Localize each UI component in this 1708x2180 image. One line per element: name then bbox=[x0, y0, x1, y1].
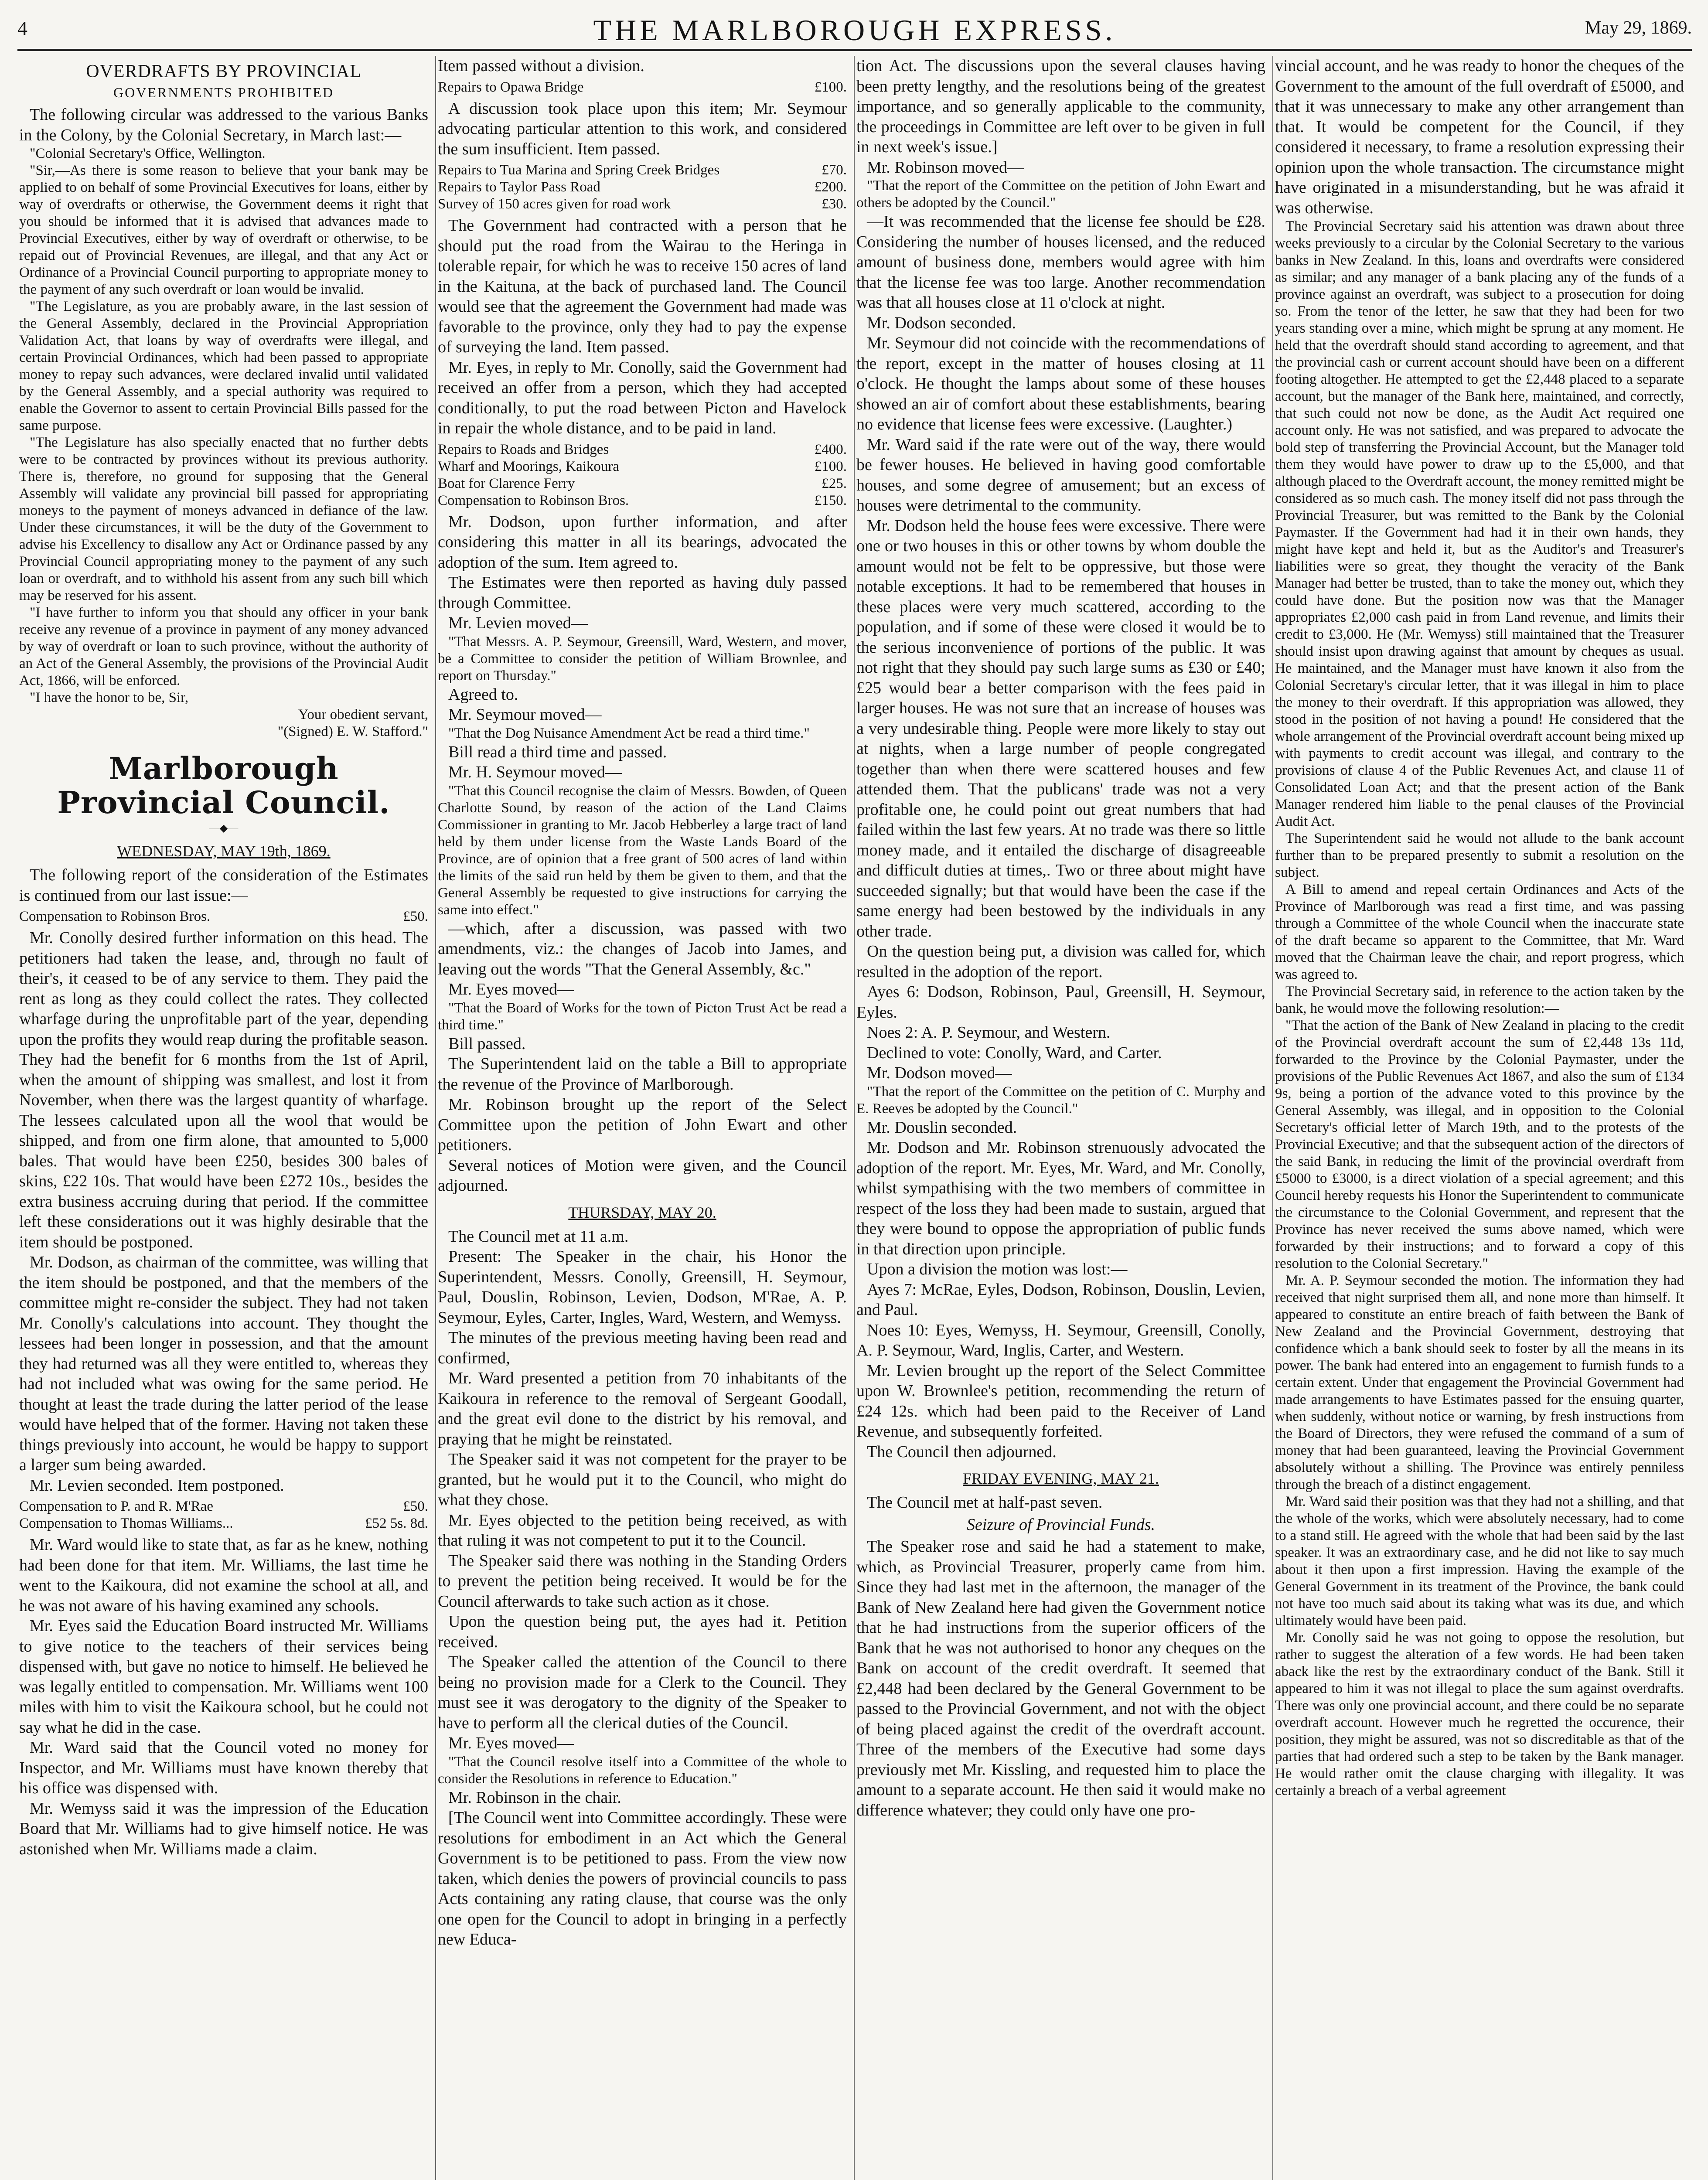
paragraph: Mr. Eyes said the Education Board instructed Mr. Williams to give notice to the teachers of their services being dispensed with, but gave no notice to himself. He believed he was legally entitled to compensation. Mr. Williams went 100 miles with him to visit the Kaikoura school, but he could not say what he did in the case. bbox=[19, 1617, 428, 1737]
paragraph: Mr. Levien moved— bbox=[448, 614, 588, 632]
paragraph: Mr. Conolly said he was not going to oppose the resolution, but rather to suggest the alteration of a few words. He had been taken aback like the rest by the extraordinary conduct of the Bank. Still it appeared to him it was not illegal to place the sum against overdrafts. There was only one provincial account, and there could be no separate overdraft account. However much he regretted the occurence, their position, they might be assured, was not so discreditable as that of the parties that had ordered such a step to be taken by the Bank manager. He would rather omit the clause charging with illegality. It was certainly a breach of a verbal agreement bbox=[1275, 1630, 1684, 1798]
item-amount: £30. bbox=[822, 196, 847, 212]
paragraph: The Provincial Secretary said his attention was drawn about three weeks previously to a circular by the Colonial Secretary to the various banks in New Zealand. In this, loans and overdrafts were considered as similar; and any manager of a bank placing any of the funds of a province against an overdraft, was subject to a prosecution for doing so. From the tenor of the letter, he saw that they had been for two years standing over a mine, which might be sprung at any moment. He held that the overdraft should stand according to agreement, and that the provincial cash or current account should have been on a different footing altogether. He attempted to get the £2,448 placed to a separate account, but the manager of the Bank here, maintained, and correctly, that such could not now be done, as the Audit Act required one account only. He was not satisfied, and was prepared to advocate the bold step of transferring the Provincial Account, but the Manager told them they would have power to draw up to the £5,000, and that although placed to the Overdraft account, the money remitted might be considered as so much cash. The money itself did not pass through the Provincial Treasurer, but was remitted to the Bank by the Colonial Paymaster. If the Government had had it in their own hands, they might have kept and held it, but as the Auditor's and Treasurer's liabilities were so great, they thought the veracity of the Bank Manager had better be trusted, than to take the money out, which they could have done. But the position now was that the Manager appropriates £2,000 cash paid in from Land revenue, and limits their credit to £3,000. He (Mr. Wemyss) still maintained that the Treasurer should insist upon drawing against that amount by cheques as usual. He maintained, and the Manager must have known it also from the Colonial Secretary's circular letter, that it was illegal in him to place the money to their overdraft. If this appropriation was allowed, they stood in the position of not having a pound! He considered that the whole arrangement of the Provincial overdraft account being mixed up with payments to credit account was illegal, and contrary to the provisions of clause 4 of the Public Revenues Act, and clause 11 of Consolidated Loan Act; and that the present action of the Bank Manager rendered him liable to the penal clauses of the Provincial Audit Act. bbox=[1275, 218, 1684, 829]
paragraph: [The Council went into Committee accordingly. These were resolutions for embodiment in an Act which the General Government is to be petitioned to pass. From the view now taken, which denies the powers of provincial councils to pass Acts containing any rating clause, that course was the only one open for the Council to adopt in bringing in a perfectly new Educa- bbox=[438, 1809, 847, 1948]
quoted-motion: "That the Council resolve itself into a Committee of the whole to consider the Resolutions in reference to Education." bbox=[438, 1754, 847, 1787]
paragraph: Mr. Ward would like to state that, as far as he knew, nothing had been done for that item. Mr. Williams, the last time he went to the Kaikoura, did not examine the school at all, and he was not aware of his having examined any schools. bbox=[19, 1536, 428, 1615]
paragraph: The Speaker said there was nothing in the Standing Orders to prevent the petition being received. It would be for the Council afterwards to take such action as it chose. bbox=[438, 1551, 847, 1611]
paragraph: Mr. Ward said their position was that they had not a shilling, and that the whole of the works, which were absolutely necessary, had to come to a stand still. He agreed with the whole that had been said by the last speaker. It was an extraordinary case, and he did not like to say much about it then upon a first impression. Having the example of the General Government in its treatment of the Province, the bank could not have too much said about its taking what was its due, and which ultimately would have been paid. bbox=[1275, 1494, 1684, 1628]
paragraph: Mr. Conolly desired further information on this head. The petitioners had taken the lease, and, through no fault of their's, it ceased to be of any service to them. They paid the rent as long as they could collect the rates. They collected wharfage during the unprofitable part of the year, depending upon the profits they would reap during the profitable season. They had the benefit for 6 months from the 1st of April, when the amount of shipping was smallest, and lost it from November, when there was the largest quantity of wharfage. The lessees calculated upon all the wool that would be shipped, and from one firm alone, that amounted to 5,000 bales. That would have been £250, besides 300 bales of skins, £22 10s. That would have been £272 10s., besides the extra business accruing during that period. If the committee left these considerations out it was highly desirable that the item should be postponed. bbox=[19, 929, 428, 1251]
paragraph: Mr. Seymour moved— bbox=[448, 705, 602, 724]
paragraph: The Council then adjourned. bbox=[867, 1442, 1057, 1461]
paragraph: The following report of the consideration of the Estimates is continued from our last issue:— bbox=[19, 866, 428, 905]
paragraph: Present: The Speaker in the chair, his Honor the Superintendent, Messrs. Conolly, Greensill, H. Seymour, Paul, Douslin, Robinson, Levien, Dodson, M'Rae, A. P. Seymour, Eyles, Carter, Ingles, Ward, Western, and Wemyss. bbox=[438, 1247, 847, 1327]
paragraph: A discussion took place upon this item; Mr. Seymour advocating particular attention to this work, and considered the sum insufficient. Item passed. bbox=[438, 99, 847, 158]
masthead-rule bbox=[17, 49, 1692, 51]
paragraph: Mr. Dodson seconded. bbox=[867, 313, 1016, 332]
column-1 bbox=[19, 56, 428, 2180]
signature-line: Your obedient servant, bbox=[298, 707, 428, 722]
paragraph: Mr. Ward said if the rate were out of the way, there would be fewer houses. He believed in having good comfortable houses, and some degree of amusement; but an excess of houses were detrimental to the community. bbox=[856, 435, 1265, 514]
column-divider bbox=[1272, 56, 1273, 2180]
item-amount: £100. bbox=[814, 458, 847, 474]
paragraph: The Speaker rose and said he had a statement to make, which, as Provincial Treasurer, properly came from him. Since they had last met in the afternoon, the manager of the Bank of New Zealand here had given the Government notice that he had instructions from the superior officers of the Bank that he was not authorised to honor any cheques on the Bank on account of the credit overdraft. It seemed that £2,448 had been declared by the General Government to be passed to the Provincial Government, and not with the object of being placed against the credit of the overdraft account. Three of the members of the Executive had some days previously met Mr. Kissling, and requested him to place the amount to a separate account. He then said it would make no difference whatever; they could only have one pro- bbox=[856, 1537, 1265, 1819]
ornament-divider: —◆— bbox=[209, 823, 239, 834]
quoted-motion: "That the Board of Works for the town of Picton Trust Act be read a third time." bbox=[438, 1000, 847, 1033]
paragraph: Mr. Ward said that the Council voted no money for Inspector, and Mr. Williams must have known thereby that his office was dispensed with. bbox=[19, 1738, 428, 1797]
item-name: Repairs to Opawa Bridge bbox=[438, 79, 584, 95]
item-amount: £400. bbox=[814, 441, 847, 457]
paragraph: The minutes of the previous meeting having been read and confirmed, bbox=[438, 1328, 847, 1367]
quoted-motion: "That the report of the Committee on the petition of John Ewart and others be adopted by the Council." bbox=[856, 178, 1265, 211]
paragraph: Noes 10: Eyes, Wemyss, H. Seymour, Greensill, Conolly, A. P. Seymour, Ward, Inglis, Carter, and Western. bbox=[856, 1321, 1265, 1359]
item-amount: £200. bbox=[814, 179, 847, 195]
date-heading: THURSDAY, MAY 20. bbox=[568, 1203, 716, 1221]
paragraph: Mr. Dodson held the house fees were excessive. There were one or two houses in this or other towns by whom double the amount would not be felt to be oppressive, but those were notable exceptions. It had to be remembered that houses in these places were very much scattered, according to the population, and if some of these were closed it would be to the serious inconvenience of portions of the public. It was not right that they should pay such large sums as £30 or £40; £25 would bear a better comparison with the fees paid in larger houses. He was not sure that an increase of houses was a very undesirable thing. People were more likely to stay out at nights, when a large number of people congregated together than when there were scattered houses and few attended them. That the publicans' trade was not a very profitable one, he could point out great numbers that had failed within the last few years. At no trade was there so little money made, and it entailed the discharge of disagreeable and difficult duties at times,. Two or three about might have succeeded signally; but that would have been the case if the same energy had been bestowed by the individuals in any other trade. bbox=[856, 516, 1265, 940]
column-divider bbox=[435, 56, 436, 2180]
paragraph: The Superintendent said he would not allude to the bank account further than to be prepared presently to submit a resolution on the subject. bbox=[1275, 831, 1684, 880]
paragraph: Ayes 7: McRae, Eyles, Dodson, Robinson, Douslin, Levien, and Paul. bbox=[856, 1280, 1265, 1319]
item-name: Compensation to Robinson Bros. bbox=[438, 492, 629, 508]
quoted-motion: "That Messrs. A. P. Seymour, Greensill, Ward, Western, and mover, be a Committee to consider the petition of William Brownlee, and report on Thursday." bbox=[438, 634, 847, 684]
paragraph: On the question being put, a division was called for, which resulted in the adoption of the report. bbox=[856, 942, 1265, 981]
masthead bbox=[17, 13, 1692, 47]
paragraph: Mr. H. Seymour moved— bbox=[448, 763, 622, 781]
subheading: Seizure of Provincial Funds. bbox=[966, 1515, 1155, 1534]
quoted-motion: "That this Council recognise the claim of Messrs. Bowden, of Queen Charlotte Sound, by reason of the action of the Land Claims Commissioner in granting to Mr. Jacob Hebberley a large tract of land held by them under license from the Waste Lands Board of the Province, are of opinion that a free grant of 500 acres of land within the limits of the said run held by them be given to them, and that the General Assembly be requested to give instructions for carrying the same into effect." bbox=[438, 783, 847, 918]
paragraph: Mr. Eyes, in reply to Mr. Conolly, said the Government had received an offer from a person, which they had accepted conditionally, to put the road between Picton and Havelock in repair the whole distance, and to be paid in land. bbox=[438, 358, 847, 437]
paragraph: "Sir,—As there is some reason to believe that your bank may be applied to on behalf of some Provincial Executives for loans, either by way of overdrafts or otherwise, the Government deems it right that you should be informed that it is advised that advances made to Provincial Executives, either by way of overdraft or otherwise, to be repaid out of Provincial Revenues, are illegal, and that any Act or Ordinance of a Provincial Council purporting to appropriate money to the payment of any such overdraft or loan would be invalid. bbox=[19, 163, 428, 297]
item-amount: £50. bbox=[403, 1499, 428, 1514]
item-amount: £50. bbox=[403, 909, 428, 924]
paragraph: Mr. Ward presented a petition from 70 inhabitants of the Kaikoura in reference to the removal of Sergeant Goodall, and the great evil done to the district by his removal, and praying that he might be reinstated. bbox=[438, 1369, 847, 1448]
column-3 bbox=[856, 56, 1265, 2180]
council-title: Marlborough Provincial Council. bbox=[57, 750, 390, 821]
overdrafts-heading bbox=[19, 61, 428, 103]
paragraph: —It was recommended that the license fee should be £28. Considering the number of houses licensed, and the reduced amount of business done, members would agree with him that the license fee was too large. Another recommendation was that all houses close at 11 o'clock at night. bbox=[856, 212, 1265, 312]
paragraph: The following circular was addressed to the various Banks in the Colony, by the Colonial Secretary, in March last:— bbox=[19, 106, 428, 144]
paragraph: The Speaker called the attention of the Council to there being no provision made for a Clerk to the Council. They must see it was derogatory to the dignity of the Speaker to have to perform all the clerical duties of the Council. bbox=[438, 1653, 847, 1732]
paragraph: The Council met at 11 a.m. bbox=[448, 1227, 629, 1246]
newspaper-title: THE MARLBOROUGH EXPRESS. bbox=[593, 14, 1116, 47]
date-heading: FRIDAY EVENING, MAY 21. bbox=[963, 1470, 1159, 1487]
item-amount: £100. bbox=[814, 79, 847, 95]
paragraph: The Government had contracted with a person that he should put the road from the Wairau to the Heringa in tolerable repair, for which he was to receive 150 acres of land in the Kaituna, at the back of purchased land. The Council would see that the agreement the Government had made was favorable to the province, only they had to pay the expense of surveying the land. Item passed. bbox=[438, 216, 847, 356]
paragraph: The Provincial Secretary said, in reference to the action taken by the bank, he would move the following resolution:— bbox=[1275, 984, 1684, 1016]
paragraph: Declined to vote: Conolly, Ward, and Carter. bbox=[867, 1043, 1162, 1062]
paragraph: Mr. Eyes objected to the petition being received, as with that ruling it was not competent to put it to the Council. bbox=[438, 1511, 847, 1550]
paragraph: The Council met at half-past seven. bbox=[867, 1493, 1103, 1512]
paragraph: Noes 2: A. P. Seymour, and Western. bbox=[867, 1023, 1111, 1042]
estimate-list bbox=[438, 162, 847, 213]
paragraph: Upon a division the motion was lost:— bbox=[867, 1260, 1128, 1278]
paragraph: Mr. Wemyss said it was the impression of the Education Board that Mr. Williams had to give himself notice. He was astonished when Mr. Williams made a claim. bbox=[19, 1799, 428, 1858]
paragraph: Mr. Robinson moved— bbox=[867, 158, 1024, 177]
estimate-list bbox=[438, 441, 847, 509]
item-amount: £70. bbox=[822, 162, 847, 178]
paragraph: Mr. A. P. Seymour seconded the motion. The information they had received that night surprised them all, and none more than himself. It appeared to constitute an entire breach of faith between the Bank of New Zealand and the Provincial Government, destroying that confidence which a bank should seek to foster by all the means in its power. The bank had entered into an engagement to furnish funds to a certain extent. Under that engagement the Provincial Government had made arrangements to have Estimates passed for the ensuing quarter, when suddenly, without notice or warning, by fresh instructions from the Board of Directors, they were refused the command of a sum of money that had been guaranteed, leaving the Provincial Government absolutely without a shilling. The Province was entirely penniless through the breach of a distinct engagement. bbox=[1275, 1273, 1684, 1492]
paragraph: Agreed to. bbox=[448, 685, 518, 704]
paragraph: "I have the honor to be, Sir, bbox=[30, 690, 189, 705]
signature-line: "(Signed) E. W. Stafford." bbox=[277, 724, 428, 739]
quoted-motion: "That the action of the Bank of New Zealand in placing to the credit of the Provincial overdraft account the sum of £2,448 13s 11d, forwarded to the Province by the Colonial Paymaster, under the provisions of the Public Revenues Act 1867, and also the sum of £134 9s, being a portion of the advance voted to this province by the General Assembly, was illegal, and in opposition to the Colonial Secretary's official letter of March 19th, and to the protests of the Provincial Executive; and that the subsequent action of the directors of the said Bank, in reducing the limit of the provincial overdraft from £5000 to £3000, is a direct violation of a special agreement; and this Council hereby requests his Honor the Superintendent to communicate the circumstance to the Colonial Government, and represent that the Province has never received the sums above named, which were forwarded by their instructions; and to forward a copy of this resolution to the Colonial Secretary." bbox=[1275, 1018, 1684, 1271]
item-name: Wharf and Moorings, Kaikoura bbox=[438, 458, 620, 474]
paragraph: The Superintendent laid on the table a Bill to appropriate the revenue of the Province of Marlborough. bbox=[438, 1055, 847, 1093]
item-name: Compensation to Robinson Bros. bbox=[19, 909, 211, 924]
paragraph: The Speaker said it was not competent for the prayer to be granted, but he would put it to the Council, who might do what they chose. bbox=[438, 1450, 847, 1509]
paragraph: Mr. Seymour did not coincide with the recommendations of the report, except in the matter of houses closing at 11 o'clock. He thought the lamps about some of these houses showed an air of comfort about these establishments, bearing no evidence that license fees were excessive. (Laughter.) bbox=[856, 334, 1265, 433]
paragraph: Mr. Levien seconded. Item postponed. bbox=[30, 1476, 284, 1495]
estimate-item bbox=[19, 908, 428, 925]
item-name: Boat for Clarence Ferry bbox=[438, 475, 575, 491]
column-2 bbox=[438, 56, 847, 2180]
paragraph: Upon the question being put, the ayes had it. Petition received. bbox=[438, 1612, 847, 1651]
paragraph: "The Legislature, as you are probably aware, in the last session of the General Assembly, declared in the Provincial Appropriation Validation Act, that loans by way of overdrafts were illegal, and certain Provincial Ordinances, which had been passed to appropriate money to repay such advances, were declared invalid until validated by the General Assembly, and a special authority was required to enable the Governor to assent to certain Provincial Bills passed for the same purpose. bbox=[19, 299, 428, 433]
paragraph: Bill read a third time and passed. bbox=[448, 743, 667, 761]
date-heading: WEDNESDAY, MAY 19th, 1869. bbox=[117, 842, 331, 860]
paragraph: Item passed without a division. bbox=[438, 57, 644, 75]
paragraph: "Colonial Secretary's Office, Wellington. bbox=[30, 146, 266, 161]
page-number: 4 bbox=[17, 17, 27, 39]
quoted-motion: "That the Dog Nuisance Amendment Act be read a third time." bbox=[448, 725, 810, 741]
paragraph: Bill passed. bbox=[448, 1034, 526, 1053]
quoted-motion: "That the report of the Committee on the petition of C. Murphy and E. Reeves be adopted by the Council." bbox=[856, 1083, 1265, 1117]
paragraph: —which, after a discussion, was passed with two amendments, viz.: the changes of Jacob into James, and leaving out the words "That the General Assembly, &c." bbox=[438, 919, 847, 978]
overdrafts-heading-sub: GOVERNMENTS PROHIBITED bbox=[113, 85, 334, 100]
item-name: Repairs to Tua Marina and Spring Creek Bridges bbox=[438, 162, 720, 178]
paragraph: Mr. Dodson, upon further information, and after considering this matter in all its bearings, advocated the adoption of the sum. Item agreed to. bbox=[438, 512, 847, 572]
paragraph: Mr. Eyes moved— bbox=[448, 980, 574, 998]
issue-date: May 29, 1869. bbox=[1585, 18, 1692, 38]
item-amount: £52 5s. 8d. bbox=[365, 1516, 428, 1531]
column-4 bbox=[1275, 56, 1684, 2180]
item-name: Survey of 150 acres given for road work bbox=[438, 196, 671, 212]
paragraph: Ayes 6: Dodson, Robinson, Paul, Greensill, H. Seymour, Eyles. bbox=[856, 983, 1265, 1022]
paragraph: Mr. Robinson brought up the report of the Select Committee upon the petition of John Ewart and other petitioners. bbox=[438, 1095, 847, 1154]
paragraph: Mr. Dodson moved— bbox=[867, 1064, 1012, 1082]
paragraph: vincial account, and he was ready to honor the cheques of the Government to the amount of the full overdraft of £5000, and that it was unnecessary to make any other arrangement than that. It would be competent for the Council, if they considered it necessary, to frame a resolution expressing their opinion upon the whole transaction. The circumstance might have originated in a misunderstanding, but he was afraid it was otherwise. bbox=[1275, 57, 1684, 217]
paragraph: The Estimates were then reported as having duly passed through Committee. bbox=[438, 573, 847, 612]
paragraph: Several notices of Motion were given, and the Council adjourned. bbox=[438, 1156, 847, 1195]
item-amount: £25. bbox=[822, 475, 847, 491]
paragraph: A Bill to amend and repeal certain Ordinances and Acts of the Province of Marlborough was read a first time, and was passing through a Committee of the whole Council when the inaccurate state of the draft became so apparent to the Committee, that Mr. Ward moved that the Chairman leave the chair, and report progress, which was agreed to. bbox=[1275, 882, 1684, 982]
paragraph: Mr. Levien brought up the report of the Select Committee upon W. Brownlee's petition, recommending the return of £24 12s. which had been paid to the Receiver of Land Revenue, and subsequently forfeited. bbox=[856, 1361, 1265, 1441]
overdrafts-heading-main: OVERDRAFTS BY PROVINCIAL bbox=[86, 61, 361, 82]
item-name: Repairs to Roads and Bridges bbox=[438, 441, 609, 457]
item-amount: £150. bbox=[814, 492, 847, 508]
estimate-list bbox=[19, 1498, 428, 1532]
paragraph: Mr. Eyes moved— bbox=[448, 1734, 574, 1752]
paragraph: Mr. Dodson, as chairman of the committee, was willing that the item should be postponed, and that the members of the committee might re-consider the subject. They had not taken Mr. Conolly's calculations into account. They thought the lessees had been longer in possession, and that the amount they had returned was all they were entitled to, whereas they had not included what was owing for the same period. He thought at least the trade during the latter period of the lease would have helped that of the former. Having not taken these things previously into account, he would be happy to support a larger sum being awarded. bbox=[19, 1253, 428, 1474]
paragraph: tion Act. The discussions upon the several clauses having been pretty lengthy, and the resolutions being of the greatest importance, and so generally applicable to the community, the proceedings in Committee are left over to be given in full in next week's issue.] bbox=[856, 57, 1265, 156]
item-name: Compensation to Thomas Williams... bbox=[19, 1516, 233, 1531]
item-name: Repairs to Taylor Pass Road bbox=[438, 179, 600, 195]
paragraph: Mr. Dodson and Mr. Robinson strenuously advocated the adoption of the report. Mr. Eyes, Mr. Ward, and Mr. Conolly, whilst sympathising with the two members of committee in respect of the loss they had been made to sustain, argued that they were bound to oppose the appropriation of public funds in that direction upon principle. bbox=[856, 1138, 1265, 1258]
paragraph: Mr. Robinson in the chair. bbox=[448, 1788, 621, 1807]
estimate-item bbox=[438, 79, 847, 96]
paragraph: "The Legislature has also specially enacted that no further debts were to be contracted by provinces without its previous authority. There is, therefore, no ground for supposing that the General Assembly will validate any provincial bill passed for appropriating moneys to the payment of moneys advanced in defiance of the law. Under these circumstances, it will be the duty of the Government to advise his Excellency to disallow any Act or Ordinance passed by any Provincial Council appropriating money to the payment of any such loan or overdraft, and to withhold his assent from any such bill which may be reserved for his assent. bbox=[19, 435, 428, 603]
column-divider bbox=[854, 56, 855, 2180]
paragraph: "I have further to inform you that should any officer in your bank receive any revenue of a province in payment of any money advanced by way of overdraft or loan to such province, without the authority of an Act of the General Assembly, the provisions of the Provincial Audit Act, 1866, will be enforced. bbox=[19, 605, 428, 688]
item-name: Compensation to P. and R. M'Rae bbox=[19, 1499, 214, 1514]
paragraph: Mr. Douslin seconded. bbox=[867, 1118, 1017, 1137]
